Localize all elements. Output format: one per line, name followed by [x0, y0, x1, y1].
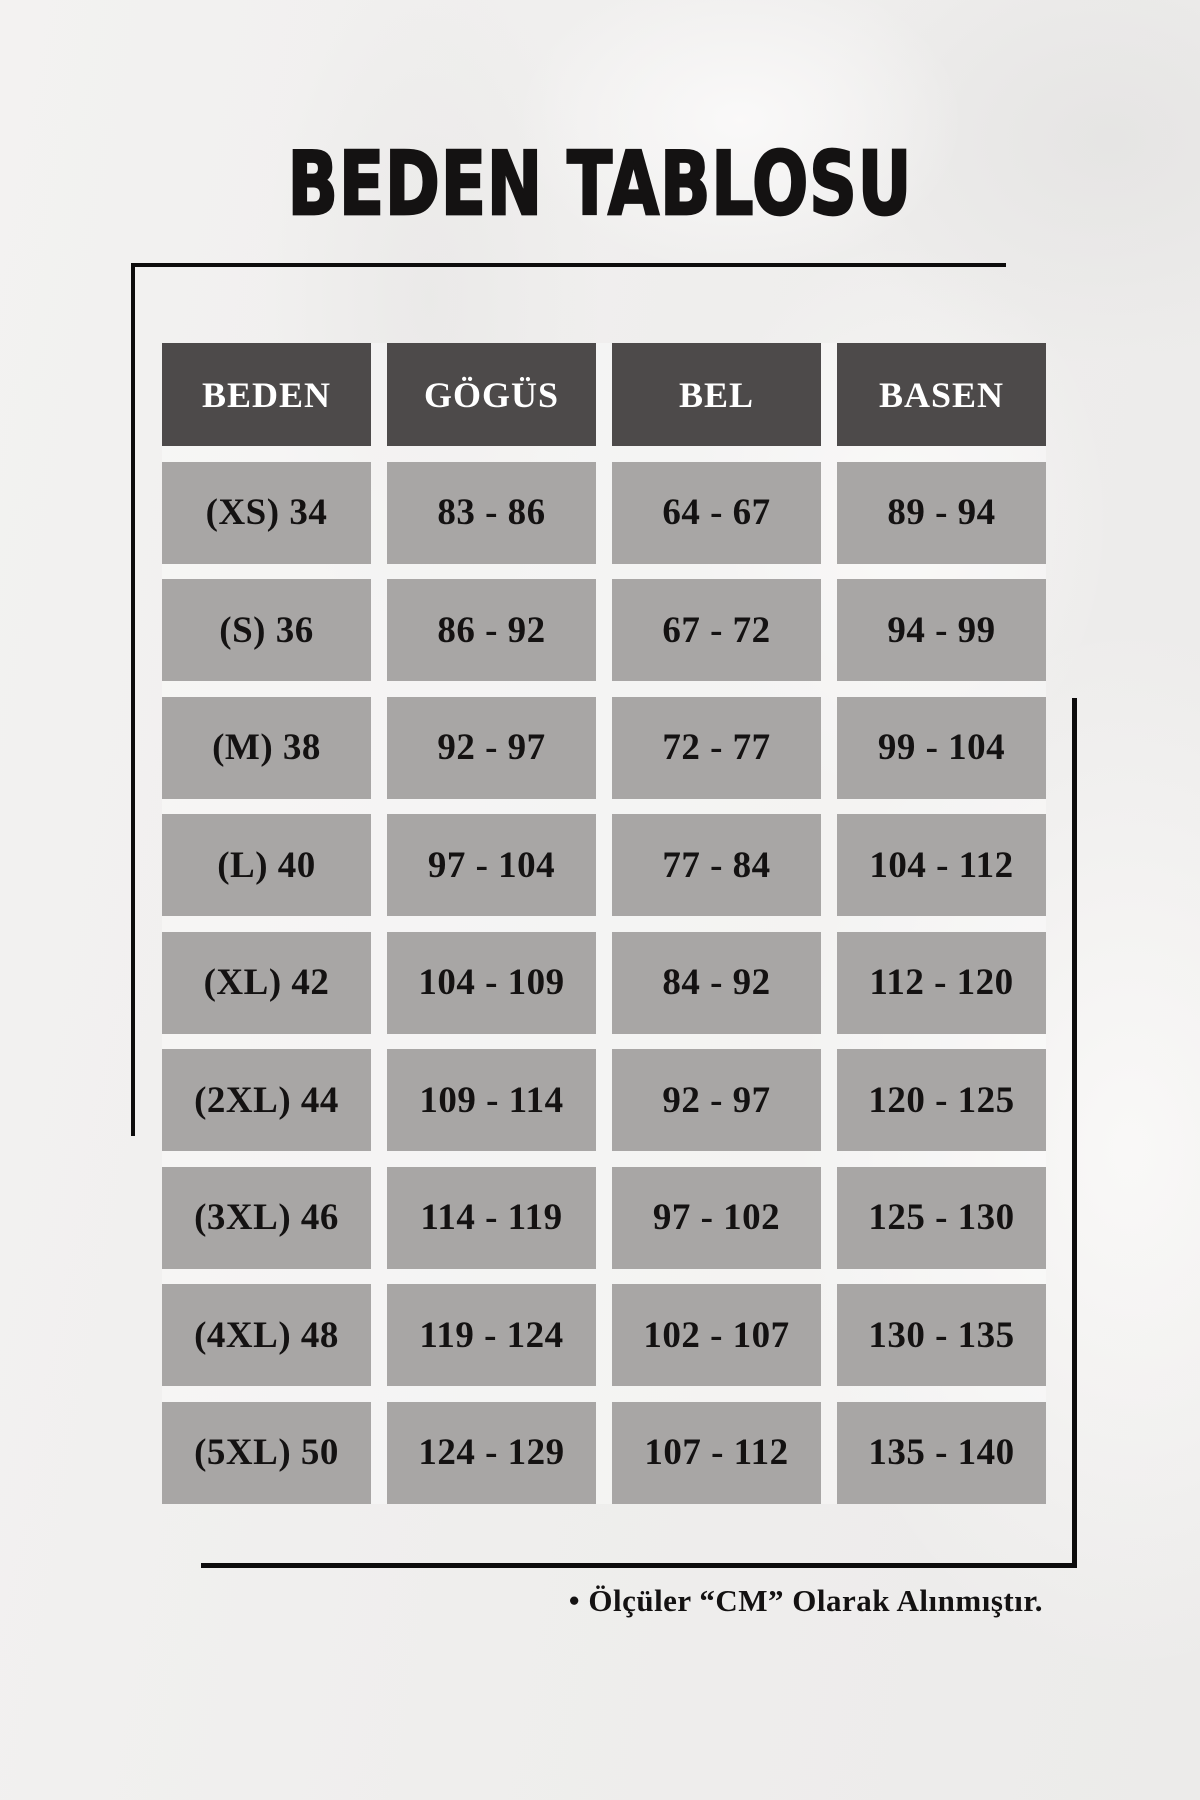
table-cell: 102 - 107 — [612, 1284, 821, 1386]
table-cell: (2XL) 44 — [162, 1049, 371, 1151]
size-table — [162, 343, 1046, 1504]
table-cell: (L) 40 — [162, 814, 371, 916]
table-cell: 67 - 72 — [612, 579, 821, 681]
table-cell: 99 - 104 — [837, 697, 1046, 799]
table-cell: 89 - 94 — [837, 462, 1046, 564]
table-cell: 97 - 104 — [387, 814, 596, 916]
table-cell: 84 - 92 — [612, 932, 821, 1034]
table-cell: 114 - 119 — [387, 1167, 596, 1269]
header-cell: BEL — [612, 343, 821, 446]
table-cell: (4XL) 48 — [162, 1284, 371, 1386]
table-cell: 94 - 99 — [837, 579, 1046, 681]
decorative-frame-left-line — [131, 263, 135, 1136]
table-cell: 92 - 97 — [612, 1049, 821, 1151]
decorative-frame-bottom-line — [201, 1563, 1077, 1568]
table-cell: 120 - 125 — [837, 1049, 1046, 1151]
header-cell: GÖGÜS — [387, 343, 596, 446]
table-cell: (XL) 42 — [162, 932, 371, 1034]
header-cell: BASEN — [837, 343, 1046, 446]
table-cell: 86 - 92 — [387, 579, 596, 681]
page-title: BEDEN TABLOSU — [287, 133, 913, 236]
table-cell: 124 - 129 — [387, 1402, 596, 1504]
table-cell: 107 - 112 — [612, 1402, 821, 1504]
table-cell: 97 - 102 — [612, 1167, 821, 1269]
table-cell: 130 - 135 — [837, 1284, 1046, 1386]
table-cell: 92 - 97 — [387, 697, 596, 799]
decorative-frame-right-line — [1072, 698, 1077, 1568]
table-cell: 125 - 130 — [837, 1167, 1046, 1269]
table-cell: 104 - 109 — [387, 932, 596, 1034]
table-cell: 109 - 114 — [387, 1049, 596, 1151]
table-cell: 72 - 77 — [612, 697, 821, 799]
table-cell: 119 - 124 — [387, 1284, 596, 1386]
table-cell: (S) 36 — [162, 579, 371, 681]
table-cell: (XS) 34 — [162, 462, 371, 564]
table-cell: 83 - 86 — [387, 462, 596, 564]
table-cell: 135 - 140 — [837, 1402, 1046, 1504]
decorative-frame-top-line — [131, 263, 1006, 267]
measurement-unit-note: • Ölçüler “CM” Olarak Alınmıştır. — [568, 1583, 1043, 1618]
table-cell: (M) 38 — [162, 697, 371, 799]
table-cell: (5XL) 50 — [162, 1402, 371, 1504]
table-cell: 104 - 112 — [837, 814, 1046, 916]
header-cell: BEDEN — [162, 343, 371, 446]
table-cell: 112 - 120 — [837, 932, 1046, 1034]
table-cell: (3XL) 46 — [162, 1167, 371, 1269]
table-cell: 64 - 67 — [612, 462, 821, 564]
table-cell: 77 - 84 — [612, 814, 821, 916]
